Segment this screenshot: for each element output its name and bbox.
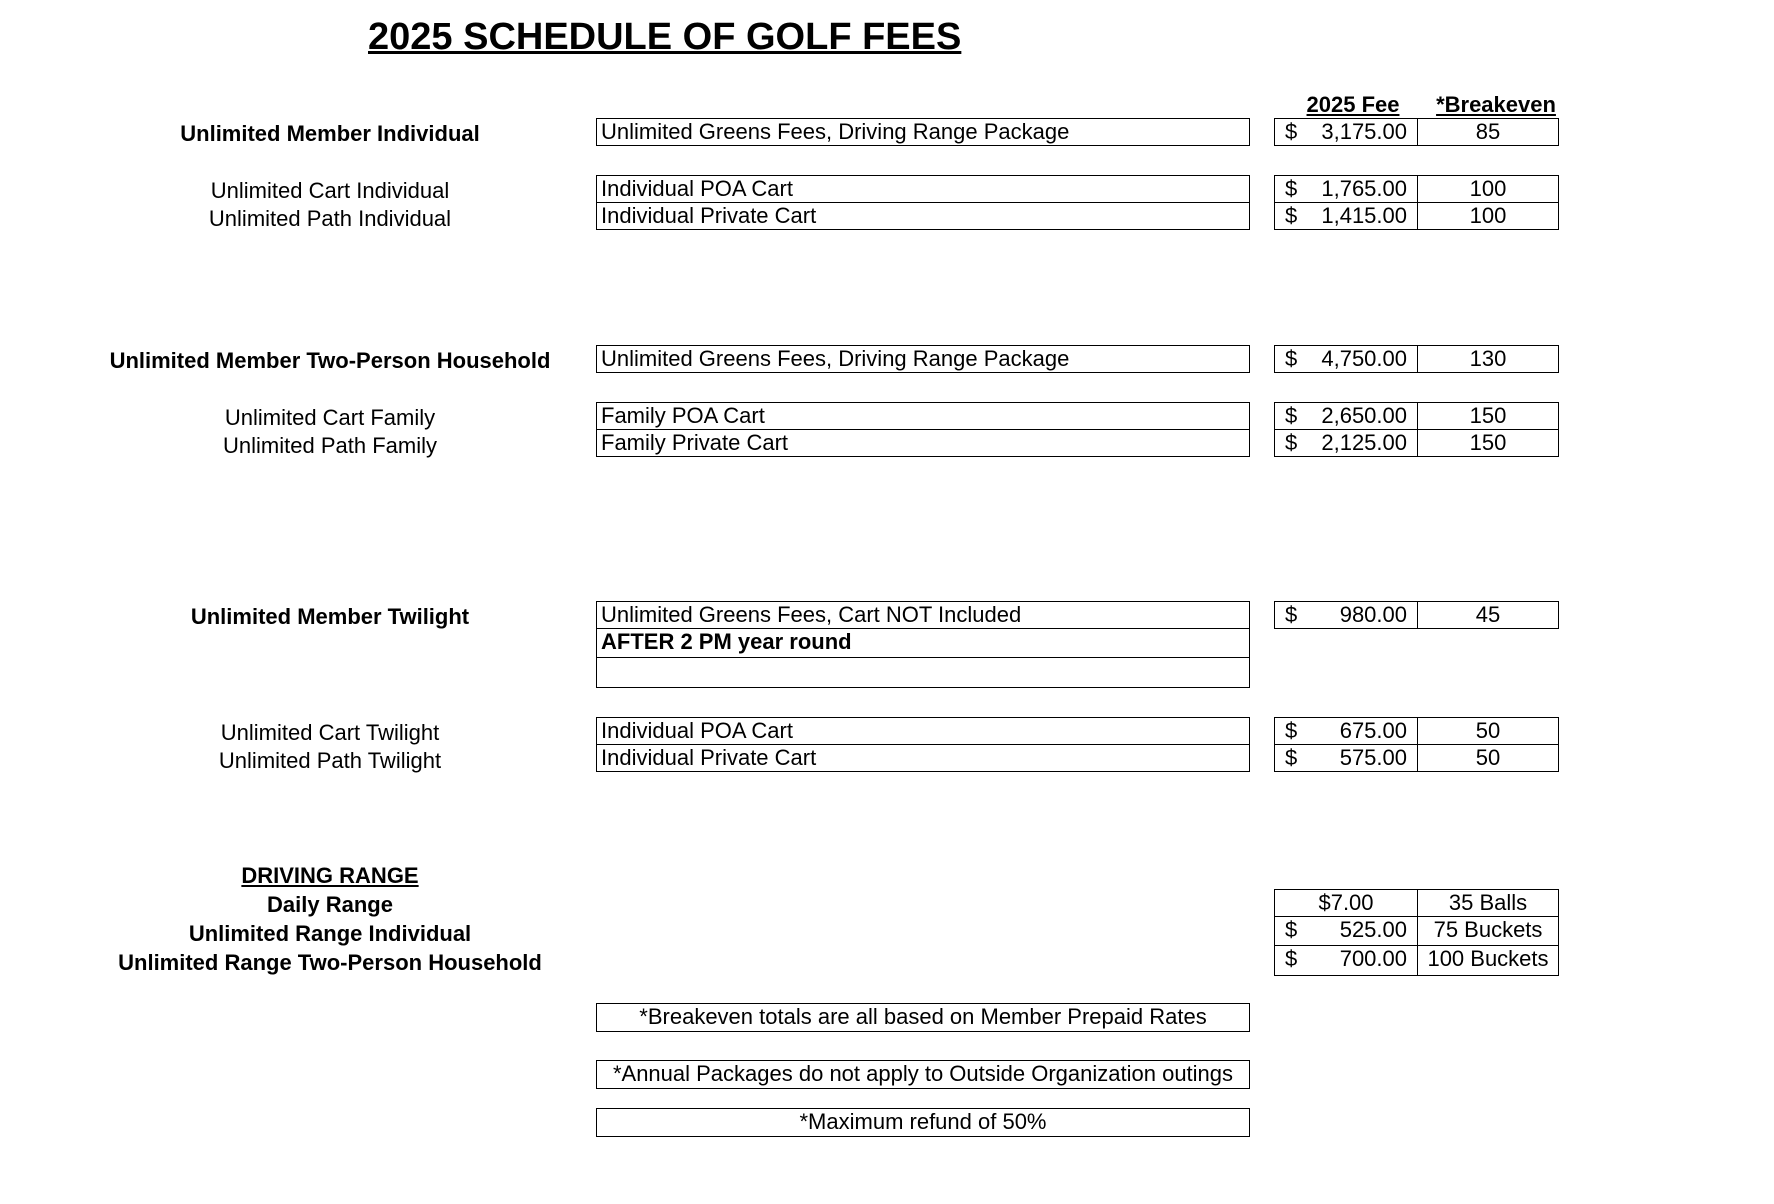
fee-cell	[1274, 430, 1418, 457]
row-description: Unlimited Greens Fees, Driving Range Package	[596, 345, 1250, 373]
breakeven-cell: 50	[1417, 717, 1559, 745]
driving-range-heading: DRIVING RANGE	[241, 863, 419, 888]
range-fee-cell	[1274, 946, 1418, 976]
breakeven-cell: 85	[1417, 118, 1559, 146]
row-description: AFTER 2 PM year round	[596, 629, 1250, 658]
currency-symbol: $	[1285, 602, 1298, 627]
range-item-label: Unlimited Range Individual	[188, 921, 472, 946]
fee-amount: 1,415.00	[1321, 203, 1407, 228]
range-item-label: Daily Range	[267, 892, 393, 917]
breakeven-cell: 150	[1417, 402, 1559, 430]
fee-amount: 4,750.00	[1321, 346, 1407, 371]
range-fee-amount: $7.00	[1318, 890, 1374, 915]
currency-symbol: $	[1285, 176, 1298, 201]
footnote-annual-packages: *Annual Packages do not apply to Outside Organization outings	[596, 1060, 1250, 1089]
currency-symbol: $	[1285, 946, 1298, 971]
fee-cell	[1274, 203, 1418, 230]
range-fee-amount: 700.00	[1339, 946, 1407, 971]
fee-cell	[1274, 402, 1418, 430]
fee-amount: 575.00	[1339, 745, 1407, 770]
row-label: Unlimited Cart Family	[224, 405, 436, 430]
range-fee-cell	[1274, 917, 1418, 946]
fee-amount: 1,765.00	[1321, 176, 1407, 201]
row-label: Unlimited Path Family	[223, 433, 437, 458]
breakeven-cell: 100	[1417, 203, 1559, 230]
row-label: Unlimited Member Two-Person Household	[109, 348, 551, 373]
currency-symbol: $	[1285, 917, 1298, 942]
fee-amount: 3,175.00	[1321, 119, 1407, 144]
fee-column-header: 2025 Fee	[1306, 92, 1400, 117]
row-description: Individual POA Cart	[596, 717, 1250, 745]
fee-cell	[1274, 745, 1418, 772]
breakeven-cell: 45	[1417, 601, 1559, 629]
currency-symbol: $	[1285, 346, 1298, 371]
range-quantity-cell: 35 Balls	[1417, 889, 1559, 917]
fee-cell	[1274, 345, 1418, 373]
row-label: Unlimited Path Twilight	[218, 748, 442, 773]
fee-cell	[1274, 118, 1418, 146]
breakeven-cell: 50	[1417, 745, 1559, 772]
currency-symbol: $	[1285, 718, 1298, 743]
range-quantity-cell: 75 Buckets	[1417, 917, 1559, 946]
currency-symbol: $	[1285, 119, 1298, 144]
row-description: Individual POA Cart	[596, 175, 1250, 203]
range-quantity-cell: 100 Buckets	[1417, 946, 1559, 976]
row-description: Family Private Cart	[596, 430, 1250, 457]
row-description: Individual Private Cart	[596, 745, 1250, 772]
fee-cell	[1274, 601, 1418, 629]
row-label: Unlimited Path Individual	[208, 206, 452, 231]
currency-symbol: $	[1285, 745, 1298, 770]
row-description: Family POA Cart	[596, 402, 1250, 430]
breakeven-cell: 130	[1417, 345, 1559, 373]
row-description	[596, 658, 1250, 688]
row-label: Unlimited Member Twilight	[190, 604, 470, 629]
breakeven-cell: 100	[1417, 175, 1559, 203]
row-label: Unlimited Member Individual	[180, 121, 480, 146]
footnote-refund: *Maximum refund of 50%	[596, 1108, 1250, 1137]
fee-amount: 980.00	[1339, 602, 1407, 627]
row-label: Unlimited Cart Individual	[210, 178, 450, 203]
page-title: 2025 SCHEDULE OF GOLF FEES	[368, 16, 962, 58]
fee-cell	[1274, 175, 1418, 203]
breakeven-cell: 150	[1417, 430, 1559, 457]
range-fee-cell	[1274, 889, 1418, 917]
fee-amount: 2,125.00	[1321, 430, 1407, 455]
fee-amount: 2,650.00	[1321, 403, 1407, 428]
footnote-breakeven: *Breakeven totals are all based on Member Prepaid Rates	[596, 1003, 1250, 1032]
breakeven-column-header: *Breakeven	[1436, 92, 1556, 117]
currency-symbol: $	[1285, 203, 1298, 228]
currency-symbol: $	[1285, 403, 1298, 428]
row-label: Unlimited Cart Twilight	[220, 720, 440, 745]
range-item-label: Unlimited Range Two-Person Household	[118, 950, 542, 975]
fee-amount: 675.00	[1339, 718, 1407, 743]
row-description: Unlimited Greens Fees, Cart NOT Included	[596, 601, 1250, 629]
row-description: Individual Private Cart	[596, 203, 1250, 230]
row-description: Unlimited Greens Fees, Driving Range Package	[596, 118, 1250, 146]
fee-cell	[1274, 717, 1418, 745]
range-fee-amount: 525.00	[1339, 917, 1407, 942]
currency-symbol: $	[1285, 430, 1298, 455]
